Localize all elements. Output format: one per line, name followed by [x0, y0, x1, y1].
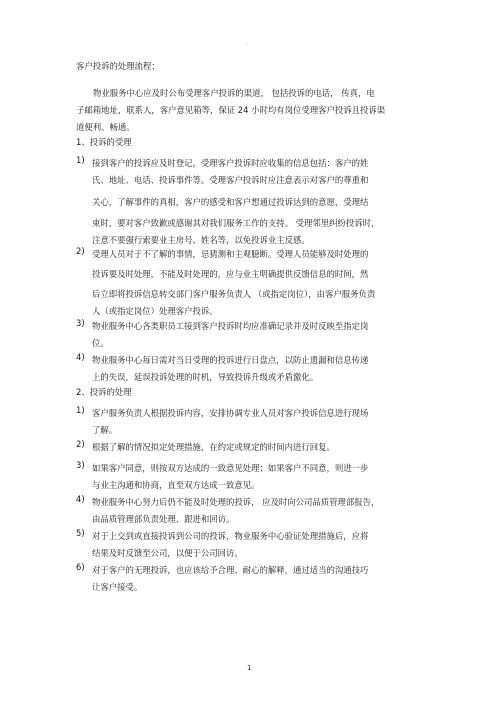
item-line: 结果及时反馈至公司，以便于公司回访。 [92, 548, 243, 558]
intro-line: 物业服务中心应及时公布受理客户投诉的渠道， 包括投诉的电话， 传真，电 [93, 88, 375, 98]
item-number: 5) [76, 528, 85, 538]
item-line: 受理人员对于不了解的事情，忌猜测和主观臆断。受理人员能够及时处理的 [92, 249, 369, 259]
item-line: 人（或指定岗位）处理客户投诉。 [92, 306, 218, 316]
item-number: 3) [76, 460, 85, 470]
item-line: 上的失误，延误投诉处理的时机，导致投诉升级或矛盾激化。 [92, 372, 319, 382]
item-number: 1) [76, 405, 85, 415]
header-dot: . [246, 40, 248, 47]
item-line: 由品质管理部负责处理、跟进和回访。 [92, 514, 235, 524]
document-title: 客户投诉的处理流程： [76, 61, 160, 71]
intro-line: 子邮箱地址，联系人，客户意见箱等，保证 24 小时均有岗位受理客户投诉且投诉渠 [76, 105, 386, 115]
item-number: 2) [76, 439, 85, 449]
item-line: 关心，了解事件的真相，客户的感受和客户想通过投诉达到的意愿，受理结 [92, 197, 369, 207]
item-body [92, 352, 428, 386]
item-number: 4) [76, 352, 85, 362]
item-line: 对于客户的无理投诉，也应该给予合理、耐心的解释，通过适当的沟通技巧 [92, 565, 369, 575]
item-body [92, 562, 428, 596]
item-line: 注意不要强行索要业主房号、姓名等，以免投诉业主反感。 [92, 235, 310, 245]
item-body [92, 246, 428, 320]
item-number: 2) [76, 246, 85, 256]
item-line: 投诉要及时处理，不能及时处理的，应与业主明确提供反馈信息的时间，然 [92, 269, 369, 279]
item-body [92, 318, 428, 352]
item-line: 接到客户的投诉应及时登记，受理客户投诉时应收集的信息包括：客户的姓 [92, 158, 369, 168]
section-heading-acceptance: 1、投诉的受理 [76, 137, 132, 147]
item-line: 与业主沟通和协商，直至双方达成一致意见。 [92, 480, 260, 490]
item-line: 根据了解的情况拟定处理措施，在约定或规定的时间内进行回复。 [92, 442, 335, 452]
item-line: 如果客户同意，则按双方达成的一致意见处理；如果客户不同意，则进一步 [92, 463, 369, 473]
item-line: 氏、地址、电话、投诉事件等。受理客户投诉时应注意表示对客户的尊重和 [92, 175, 369, 185]
item-body [92, 439, 428, 456]
section-heading-handling: 2、投诉的处理 [76, 387, 132, 397]
item-body [92, 460, 428, 494]
item-body [92, 494, 428, 528]
item-line: 了解。 [92, 425, 118, 435]
item-line: 物业服务中心努力后仍不能及时处理的投诉， 应及时向公司品质管理部报告， [92, 497, 380, 507]
item-number: 6) [76, 562, 85, 572]
item-line: 让客户接受。 [92, 582, 143, 592]
page-number: 1 [247, 664, 252, 672]
item-line: 位。 [92, 338, 109, 348]
item-number: 4) [76, 494, 85, 504]
item-line: 物业服务中心每日需对当日受理的投诉进行日盘点，以防止遗漏和信息传递 [92, 355, 369, 365]
item-line: 对于上交到或直接投诉到公司的投诉，物业服务中心验证处理措施后，应将 [92, 531, 369, 541]
item-line: 后立即将投诉信息转交部门客户服务负责人 （或指定岗位），由客户服务负责 [92, 289, 376, 299]
item-number: 3) [76, 318, 85, 328]
intro-paragraph [76, 85, 428, 136]
intro-line: 道便利、畅通。 [76, 122, 135, 132]
item-body [92, 405, 428, 439]
item-line: 客户服务负责人根据投诉内容，安排协调专业人员对客户投诉信息进行现场 [92, 408, 369, 418]
item-body [92, 528, 428, 562]
item-line: 物业服务中心各类职员工接到客户投诉时均应准确记录并及时反映至指定岗 [92, 321, 369, 331]
item-body [92, 155, 428, 249]
item-line: 束时，要对客户致歉或感谢其对我们服务工作的支持。 受理邻里纠纷投诉时， [92, 218, 380, 228]
item-number: 1) [76, 155, 85, 165]
